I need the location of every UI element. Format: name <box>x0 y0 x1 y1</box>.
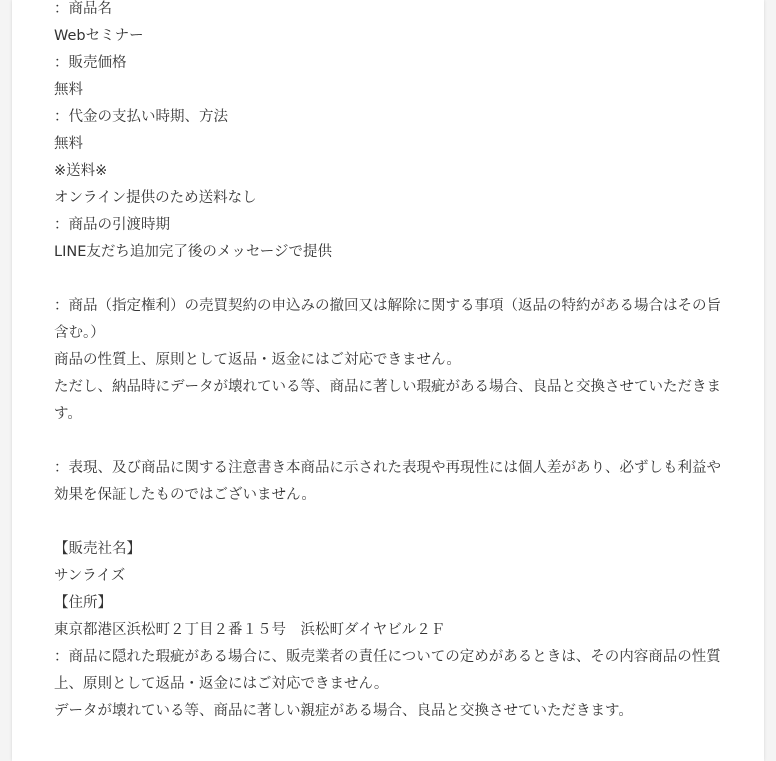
exchange-text: データが壊れている等、商品に著しい親症がある場合、良品と交換させていただきます。 <box>54 703 633 719</box>
delivery-value: LINE友だち追加完了後のメッセージで提供 <box>54 244 332 260</box>
withdrawal-text-1: 商品の性質上、原則として返品・返金にはご対応できません。 <box>54 352 461 368</box>
product-name-heading: ：商品名 <box>54 1 112 17</box>
defect-liability-text: ：商品に隠れた瑕疵がある場合に、販売業者の責任についての定めがあるときは、その内容商品の性質上、原則として返品・返金にはご対応できません。 <box>54 649 721 692</box>
legal-notice-content <box>54 0 726 725</box>
blank-line <box>54 428 726 455</box>
disclaimer-text: ：表現、及び商品に関する注意書き本商品に示された表現や再現性には個人差があり、必ずしも利益や効果を保証したものではございません。 <box>54 460 721 503</box>
address-value: 東京都港区浜松町２丁目２番１５号 浜松町ダイヤビル２Ｆ <box>54 622 446 638</box>
product-name-value: Webセミナー <box>54 28 144 44</box>
payment-heading: ：代金の支払い時期、方法 <box>54 109 228 125</box>
document-page <box>12 0 764 761</box>
payment-value: 無料 <box>54 136 83 152</box>
company-name-heading: 【販売社名】 <box>54 541 141 557</box>
blank-line <box>54 509 726 536</box>
withdrawal-text-2: ただし、納品時にデータが壊れている等、商品に著しい瑕疵がある場合、良品と交換させていただきます。 <box>54 379 721 422</box>
shipping-heading: ※送料※ <box>54 163 108 179</box>
company-name-value: サンライズ <box>54 568 126 584</box>
withdrawal-heading: ：商品（指定権利）の売買契約の申込みの撤回又は解除に関する事項（返品の特約がある場合はその旨含む。） <box>54 298 721 341</box>
delivery-heading: ：商品の引渡時期 <box>54 217 170 233</box>
price-value: 無料 <box>54 82 83 98</box>
blank-line <box>54 266 726 293</box>
price-heading: ：販売価格 <box>54 55 127 71</box>
shipping-value: オンライン提供のため送料なし <box>54 190 257 206</box>
address-heading: 【住所】 <box>54 595 112 611</box>
